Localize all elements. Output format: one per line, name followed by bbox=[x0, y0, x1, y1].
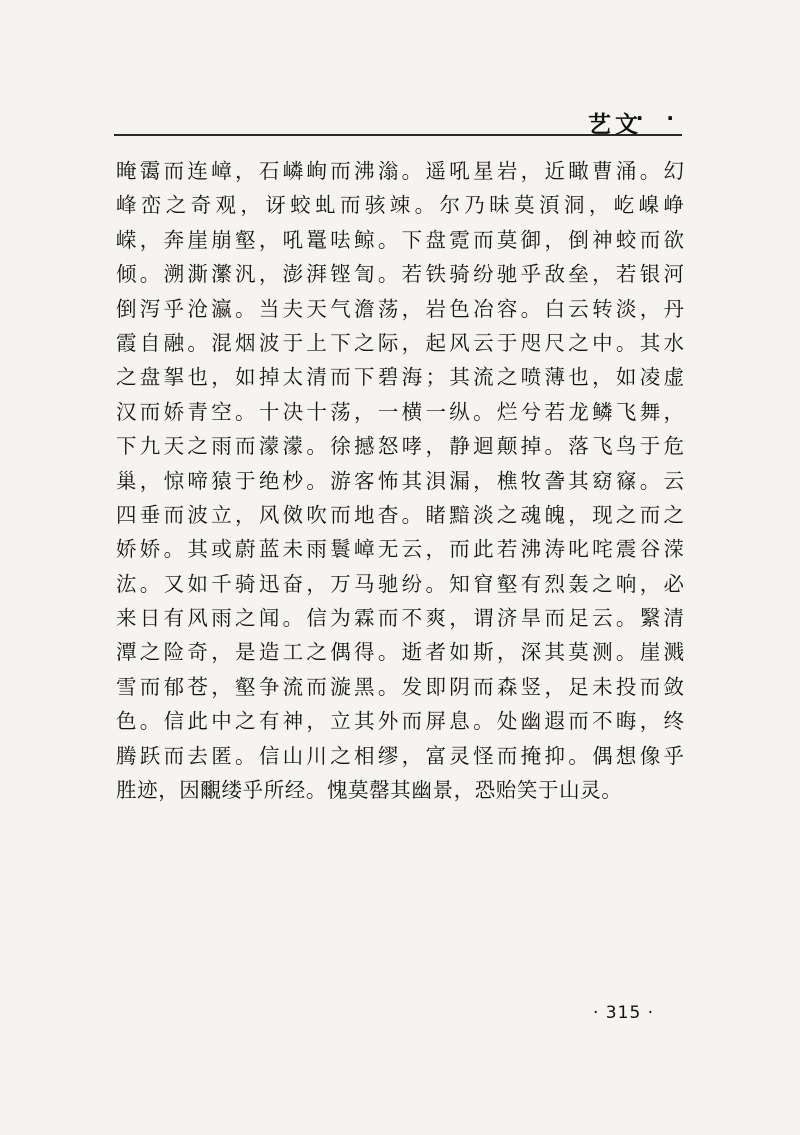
page-number: · 315 · bbox=[593, 1003, 655, 1023]
section-title: 艺文 bbox=[588, 112, 642, 138]
running-header bbox=[114, 100, 682, 140]
text-line: 晻霭而连嶂，石嶙峋而沸滃。遥吼星岩，近瞰曹涌。幻 bbox=[116, 159, 684, 183]
text-line: 胜迹，因覼缕乎所经。愧莫罄其幽景，恐贻笑于山灵。 bbox=[116, 778, 623, 803]
text-line: 汯。又如千骑迅奋，万马驰纷。知窅壑有烈轰之响，必 bbox=[116, 571, 684, 596]
text-line: 峰峦之奇观，讶蛟虬而骇竦。尔乃昧莫湏洞，屹嵲峥 bbox=[116, 193, 684, 218]
text-line: 潭之险奇，是造工之偶得。逝者如斯，深其莫测。崖溅 bbox=[116, 640, 684, 665]
text-line: 色。信此中之有神，立其外而屏息。处幽遐而不晦，终 bbox=[116, 709, 684, 734]
text-line: 腾跃而去匿。信山川之相缪，富灵怪而掩抑。偶想像乎 bbox=[116, 743, 684, 768]
text-line: 四垂而波立，风傚吹而地杳。睹黯淡之魂魄，现之而之 bbox=[116, 502, 684, 527]
text-line: 倒泻乎沧瀛。当夫天气澹荡，岩色冶容。白云转淡，丹 bbox=[116, 296, 684, 321]
text-line: 倾。溯澌瀿汎，澎湃铿訇。若铁骑纷驰乎敌垒，若银河 bbox=[116, 262, 684, 287]
text-line: 嵘，奔崖崩壑，吼鼍呿鲸。下盘霓而莫御，倒神蛟而欲 bbox=[116, 227, 684, 252]
header-rule bbox=[114, 134, 682, 136]
text-line: 之盘挐也，如掉太清而下碧海；其流之喷薄也，如凌虚 bbox=[116, 365, 684, 390]
text-line: 下九天之雨而濛濛。徐撼怒哮，静迴颠掉。落飞鸟于危 bbox=[116, 434, 684, 459]
text-line: 巢，惊啼猿于绝杪。游客怖其浿漏，樵牧詟其窈窱。云 bbox=[116, 468, 684, 493]
text-line: 汉而娇青空。十决十荡，一横一纵。烂兮若龙鳞飞舞， bbox=[116, 399, 684, 424]
text-line: 霞自融。混烟波于上下之际，起风云于咫尺之中。其水 bbox=[116, 330, 684, 355]
text-line: 雪而郁苍，壑争流而漩黑。发即阴而森竖，足未投而敛 bbox=[116, 674, 684, 699]
body-text bbox=[116, 154, 684, 807]
text-line: 来日有风雨之闻。信为霖而不爽，谓济旱而足云。繄清 bbox=[116, 606, 684, 631]
text-line: 娇娇。其或蔚蓝未雨鬟嶂无云，而此若沸涛叱咤震谷溁 bbox=[116, 537, 684, 562]
header-ornament-dots: · · bbox=[635, 106, 682, 130]
